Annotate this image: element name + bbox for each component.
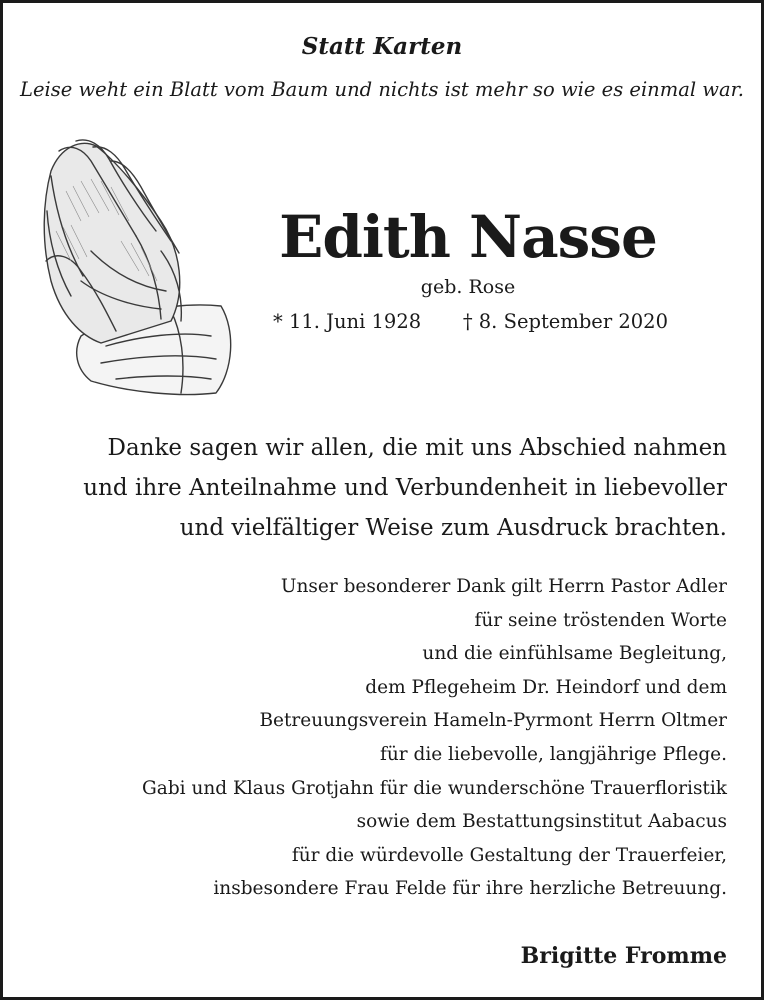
special-thanks-line: insbesondere Frau Felde für ihre herzliche Betreuung.	[213, 878, 727, 900]
special-thanks-line: sowie dem Bestattungsinstitut Aabacus	[356, 811, 727, 833]
special-thanks-line: für die liebevolle, langjährige Pflege.	[379, 743, 727, 765]
special-thanks-line: Gabi und Klaus Grotjahn für die wunderschöne Trauerfloristik	[142, 777, 727, 799]
thanks-line: und vielfältiger Weise zum Ausdruck brachten.	[179, 515, 727, 541]
special-thanks-line: für seine tröstenden Worte	[474, 609, 727, 631]
special-thanks-line: Betreuungsverein Hameln-Pyrmont Herrn Oltmer	[259, 710, 727, 732]
death-date: † 8. September 2020	[462, 310, 668, 333]
special-thanks-line: Unser besonderer Dank gilt Herrn Pastor Adler	[280, 576, 727, 597]
birth-name: geb. Rose	[420, 276, 516, 298]
special-thanks-line: und die einfühlsame Begleitung,	[422, 643, 727, 665]
special-thanks-line: für die würdevolle Gestaltung der Trauerfeier,	[291, 844, 727, 866]
thanks-line: und ihre Anteilnahme und Verbundenheit in liebevoller	[83, 475, 727, 501]
signature: Brigitte Fromme	[520, 943, 727, 969]
special-thanks-paragraph	[27, 570, 727, 906]
birth-date: * 11. Juni 1928	[273, 310, 422, 333]
deceased-name: Edith Nasse	[279, 203, 657, 271]
praying-hands-icon	[21, 131, 251, 399]
header-title: Statt Karten	[301, 33, 463, 60]
header-quote: Leise weht ein Blatt vom Baum und nichts ist mehr so wie es einmal war.	[20, 78, 744, 101]
thanks-paragraph	[37, 428, 727, 548]
thanks-line: Danke sagen wir allen, die mit uns Abschied nahmen	[107, 435, 727, 461]
life-dates	[273, 310, 668, 333]
special-thanks-line: dem Pflegeheim Dr. Heindorf und dem	[365, 676, 727, 698]
